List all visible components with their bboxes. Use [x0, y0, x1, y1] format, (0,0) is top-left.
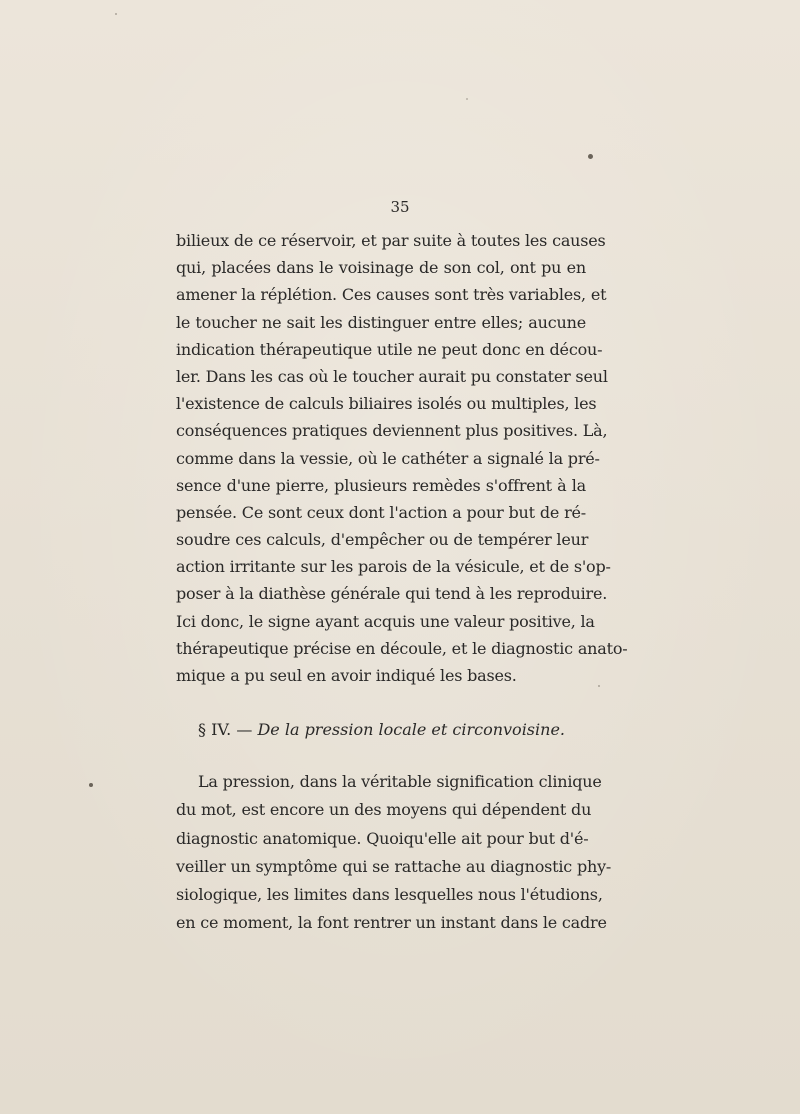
- text-line: Ici donc, le signe ayant acquis une valeur positive, la: [176, 611, 595, 631]
- text-line: La pression, dans la véritable signification clinique: [198, 772, 602, 791]
- paper-speck: [115, 13, 117, 15]
- section-title: De la pression locale et circonvoisine.: [257, 720, 565, 739]
- text-line: diagnostic anatomique. Quoiqu'elle ait pour but d'é-: [176, 828, 589, 848]
- text-line: poser à la diathèse générale qui tend à les reproduire.: [176, 584, 608, 604]
- text-line: le toucher ne sait les distinguer entre elles; aucune: [176, 312, 586, 332]
- paper-speck: [598, 685, 600, 687]
- text-line: en ce moment, la font rentrer un instant dans le cadre: [176, 913, 607, 933]
- text-line: qui, placées dans le voisinage de son col, ont pu en: [176, 258, 586, 278]
- text-line: soudre ces calculs, d'empêcher ou de tempérer leur: [176, 530, 589, 550]
- text-line: amener la réplétion. Ces causes sont très variables, et: [176, 285, 607, 305]
- text-line: ler. Dans les cas où le toucher aurait pu constater seul: [176, 366, 608, 386]
- text-line: siologique, les limites dans lesquelles nous l'étudions,: [176, 885, 603, 905]
- section-heading: [176, 716, 586, 744]
- text-line: comme dans la vessie, où le cathéter a signalé la pré-: [176, 448, 600, 468]
- paper-speck: [588, 154, 593, 159]
- paper-speck: [89, 783, 93, 787]
- text-line: sence d'une pierre, plusieurs remèdes s'offrent à la: [176, 475, 586, 495]
- text-line: pensée. Ce sont ceux dont l'action a pour but de ré-: [176, 502, 586, 522]
- text-line: conséquences pratiques deviennent plus positives. Là,: [176, 421, 608, 441]
- paragraph-1: [176, 227, 628, 689]
- text-line: l'existence de calculs biliaires isolés ou multiples, les: [176, 394, 597, 414]
- paragraph-2: [176, 768, 612, 938]
- paper-speck: [466, 98, 468, 100]
- section-number: § IV. —: [198, 720, 253, 739]
- text-line: bilieux de ce réservoir, et par suite à toutes les causes: [176, 231, 606, 250]
- text-line: veiller un symptôme qui se rattache au diagnostic phy-: [176, 856, 612, 876]
- page-number: 35: [390, 198, 410, 216]
- text-line: action irritante sur les parois de la vésicule, et de s'op-: [176, 557, 611, 577]
- text-line: du mot, est encore un des moyens qui dépendent du: [176, 800, 592, 820]
- text-line: indication thérapeutique utile ne peut donc en décou-: [176, 339, 603, 359]
- text-line: mique a pu seul en avoir indiqué les bases.: [176, 666, 517, 685]
- text-line: thérapeutique précise en découle, et le diagnostic anato-: [176, 638, 628, 658]
